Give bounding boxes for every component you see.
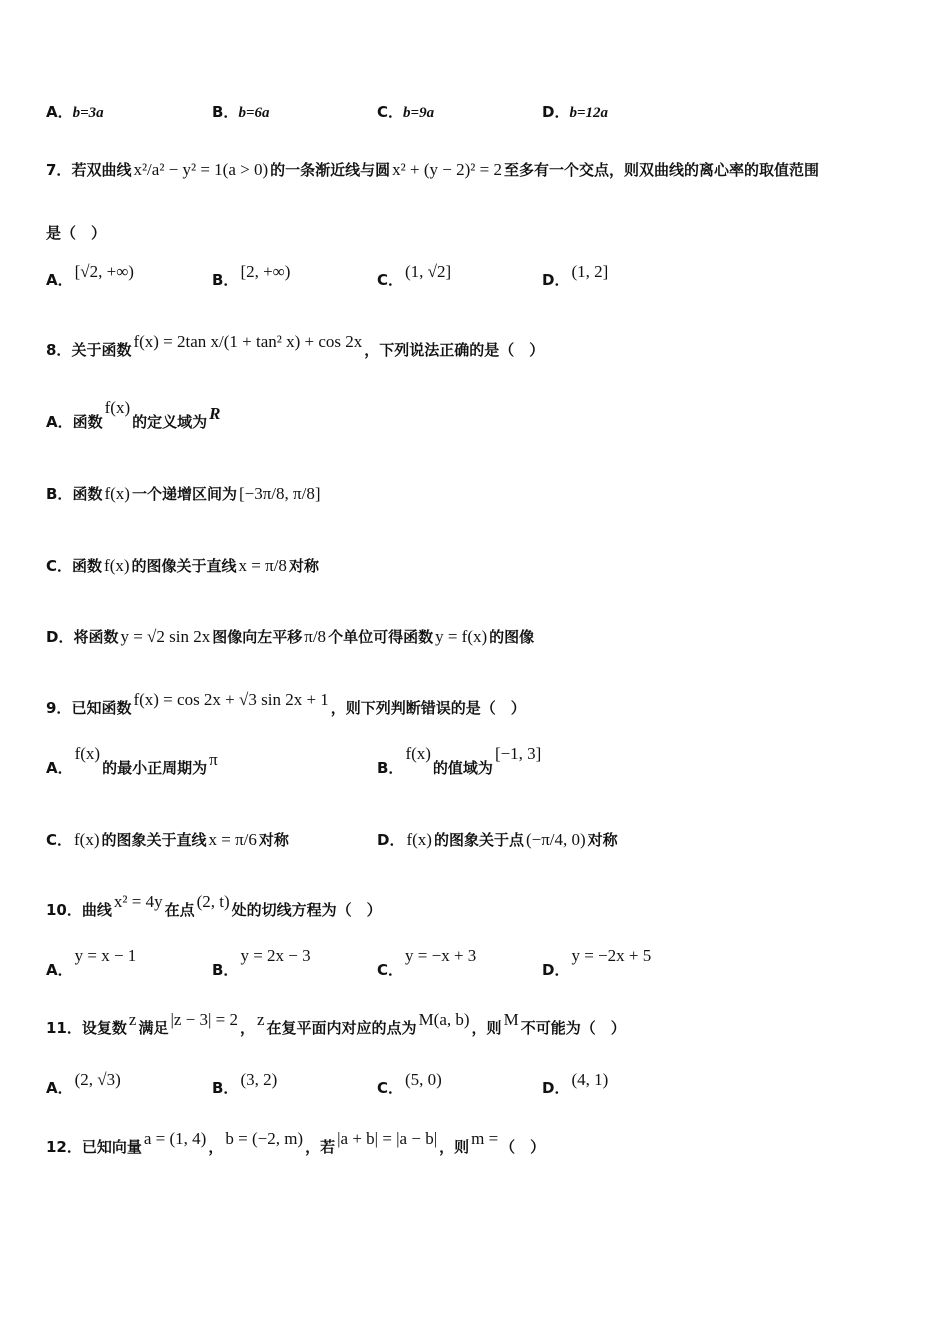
q7-option-c: C． (1, √2] (377, 262, 452, 289)
q10-stem: 10．曲线 x² = 4y 在点 (2, t) 处的切线方程为（ ） (46, 892, 382, 919)
q9-option-a: A．f(x)的最小正周期为 π (46, 744, 218, 777)
q9-option-d: D． f(x) 的图象关于点 (−π/4, 0) 对称 (377, 830, 618, 849)
q9-option-c: C． f(x) 的图象关于直线 x = π/6 对称 (46, 830, 289, 849)
q9-stem: 9．已知函数 f(x) = cos 2x + √3 sin 2x + 1 ，则下列判断错误的是（ ） (46, 690, 526, 717)
q8-stem: 8．关于函数 f(x) = 2tan x/(1 + tan² x) + cos 2x ，下列说法正确的是（ ） (46, 332, 545, 359)
q11-stem: 11．设复数 z 满足 |z − 3| = 2 ， z 在复平面内对应的点为 M(a, b) ，则 M 不可能为（ ） (46, 1010, 626, 1037)
q7-stem-cont: 是（ ） (46, 224, 107, 242)
q7-option-a: A． [√2, +∞) (46, 262, 134, 289)
q6-option-a: A．b=3a (46, 103, 104, 121)
q8-option-c: C．函数 f(x) 的图像关于直线 x = π/8 对称 (46, 556, 319, 575)
q6-option-d: D．b=12a (542, 103, 609, 121)
q6-option-b: B．b=6a (212, 103, 270, 121)
q10-option-c: C．y = −x + 3 (377, 946, 477, 979)
q7-option-d: D． (1, 2] (542, 262, 609, 289)
q7-stem: 7．若双曲线 x²/a² − y² = 1(a > 0) 的一条渐近线与圆 x² + (y − 2)² = 2 至多有一个交点，则双曲线的离心率的取值范围 (46, 160, 819, 179)
q10-option-a: A．y = x − 1 (46, 946, 137, 979)
q11-option-c: C． (5, 0) (377, 1070, 442, 1097)
q11-option-d: D． (4, 1) (542, 1070, 609, 1097)
q8-option-d: D．将函数 y = √2 sin 2x 图像向左平移 π/8 个单位可得函数 y = f(x) 的图像 (46, 627, 535, 646)
q12-stem: 12．已知向量 a = (1, 4) ， b = (−2, m) ，若 |a + b| = |a − b| ，则 m = （ ） (46, 1129, 546, 1156)
q8-option-a: A．函数f(x)的定义域为 R (46, 398, 221, 431)
q6-option-c: C．b=9a (377, 103, 435, 121)
q7-option-b: B． [2, +∞) (212, 262, 291, 289)
q11-option-a: A． (2, √3) (46, 1070, 121, 1097)
q10-option-b: B．y = 2x − 3 (212, 946, 311, 979)
q8-option-b: B．函数 f(x) 一个递增区间为 [−3π/8, π/8] (46, 484, 321, 503)
q9-option-b: B．f(x)的值域为[−1, 3] (377, 744, 542, 777)
q11-option-b: B． (3, 2) (212, 1070, 278, 1097)
q10-option-d: D．y = −2x + 5 (542, 946, 652, 979)
